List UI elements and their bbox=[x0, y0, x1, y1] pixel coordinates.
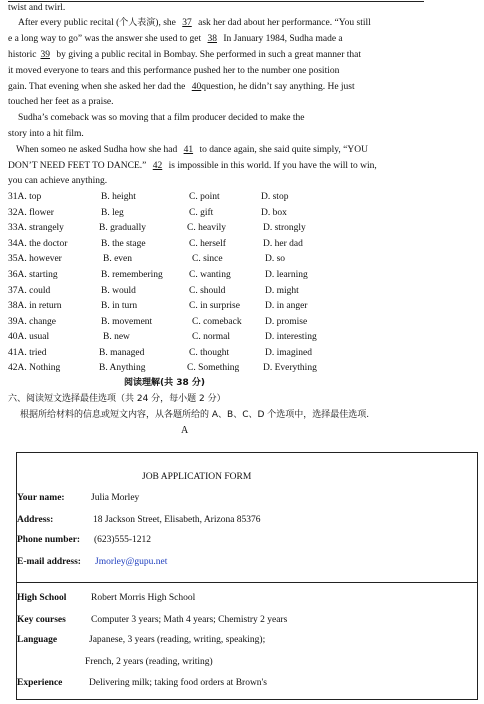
option-40a: 40A. usual bbox=[8, 332, 50, 342]
option-33b: B. gradually bbox=[99, 223, 146, 233]
school-value: Robert Morris High School bbox=[91, 593, 196, 603]
passage-line-3 bbox=[8, 49, 361, 61]
name-label: Your name: bbox=[17, 493, 65, 503]
form-title: JOB APPLICATION FORM bbox=[142, 472, 252, 482]
option-38a: 38A. in return bbox=[8, 301, 62, 311]
option-37a: 37A. could bbox=[8, 286, 51, 296]
experience-value: Delivering milk; taking food orders at Brown's bbox=[89, 678, 267, 688]
option-41c: C. thought bbox=[189, 348, 230, 358]
passage-text: is impossible in this world. If you have the will to win, bbox=[166, 161, 377, 171]
option-31b: B. height bbox=[101, 192, 136, 202]
option-38b: B. in turn bbox=[101, 301, 138, 311]
passage-text: twist and twirl. bbox=[8, 3, 66, 13]
option-36a: 36A. starting bbox=[8, 270, 58, 280]
option-42a: 42A. Nothing bbox=[8, 363, 61, 373]
passage-text: gain. That evening when she asked her dad the bbox=[8, 82, 188, 92]
option-33a: 33A. strangely bbox=[8, 223, 64, 233]
option-35c: C. since bbox=[192, 254, 223, 264]
option-38c: C. in surprise bbox=[189, 301, 240, 311]
option-41a: 41A. tried bbox=[8, 348, 47, 358]
passage-letter: A bbox=[181, 425, 189, 436]
passage-line-5 bbox=[8, 81, 355, 93]
option-33c: C. heavily bbox=[187, 223, 227, 233]
option-34a: 34A. the doctor bbox=[8, 239, 68, 249]
blank-40: 40 bbox=[191, 82, 202, 92]
option-36c: C. wanting bbox=[189, 270, 231, 280]
instruction-text: 根据所给材料的信息或短文内容，从各题所给的 A、B、C、D 个选项中，选择最佳选项. bbox=[20, 410, 370, 420]
passage-text: DON’T NEED FEET TO DANCE.” bbox=[8, 161, 149, 171]
passage-text: story into a hit film. bbox=[8, 129, 84, 139]
option-36d: D. learning bbox=[265, 270, 308, 280]
option-32d: D. box bbox=[261, 208, 287, 218]
phone-value: (623)555-1212 bbox=[94, 535, 151, 545]
form-divider bbox=[17, 582, 477, 583]
passage-text: you can achieve anything. bbox=[8, 176, 108, 186]
option-37b: B. would bbox=[101, 286, 136, 296]
passage-text: question, he didn’t say anything. He just bbox=[201, 82, 355, 92]
option-39a: 39A. change bbox=[8, 317, 57, 327]
option-34c: C. herself bbox=[189, 239, 226, 249]
blank-42: 42 bbox=[152, 161, 163, 171]
passage-line-10 bbox=[8, 160, 377, 172]
option-42b: B. Anything bbox=[99, 363, 146, 373]
top-rule bbox=[8, 1, 424, 2]
blank-37: 37 bbox=[182, 18, 192, 28]
option-32a: 32A. flower bbox=[8, 208, 54, 218]
option-35b: B. even bbox=[103, 254, 133, 264]
option-31c: C. point bbox=[189, 192, 220, 202]
language-label: Language bbox=[17, 635, 58, 645]
passage-line-9 bbox=[16, 144, 368, 156]
passage-text: by giving a public recital in Bombay. She performed in such a great manner that bbox=[54, 50, 361, 60]
option-37d: D. might bbox=[265, 286, 299, 296]
option-34b: B. the stage bbox=[101, 239, 146, 249]
option-39b: B. movement bbox=[101, 317, 153, 327]
phone-label: Phone number: bbox=[17, 535, 81, 545]
option-39c: C. comeback bbox=[192, 317, 242, 327]
option-40d: D. interesting bbox=[265, 332, 317, 342]
reading-title: 阅读理解(共 38 分) bbox=[124, 378, 206, 388]
option-33d: D. strongly bbox=[263, 223, 306, 233]
option-40c: C. normal bbox=[192, 332, 230, 342]
option-31a: 31A. top bbox=[8, 192, 42, 202]
option-32b: B. leg bbox=[101, 208, 124, 218]
passage-text: ), she bbox=[155, 18, 179, 28]
passage-text: e a long way to go” was the answer she used to get bbox=[8, 34, 204, 44]
option-39d: D. promise bbox=[265, 317, 308, 327]
passage-text: In January 1984, Sudha made a bbox=[221, 34, 343, 44]
passage-line-11 bbox=[8, 175, 107, 187]
option-41b: B. managed bbox=[99, 348, 145, 358]
name-value: Julia Morley bbox=[91, 493, 140, 503]
passage-line-8 bbox=[8, 128, 84, 140]
passage-line-7 bbox=[18, 112, 305, 124]
language-value-1: Japanese, 3 years (reading, writing, speaking); bbox=[89, 635, 266, 645]
option-40b: B. new bbox=[103, 332, 130, 342]
option-36b: B. remembering bbox=[101, 270, 163, 280]
option-31d: D. stop bbox=[261, 192, 289, 202]
option-35a: 35A. however bbox=[8, 254, 62, 264]
passage-text: touched her feet as a praise. bbox=[8, 97, 114, 107]
option-37c: C. should bbox=[189, 286, 226, 296]
part-six-heading: 六、阅读短文选择最佳选项（共 24 分，每小题 2 分） bbox=[8, 394, 226, 404]
passage-text: Sudha’s comeback was so moving that a film producer decided to make the bbox=[18, 113, 305, 123]
option-32c: C. gift bbox=[189, 208, 214, 218]
passage-line-0 bbox=[8, 2, 65, 14]
passage-text: to dance again, she said quite simply, “YOU bbox=[197, 145, 368, 155]
language-value-2: French, 2 years (reading, writing) bbox=[85, 657, 213, 667]
option-35d: D. so bbox=[265, 254, 286, 264]
blank-41: 41 bbox=[183, 145, 194, 155]
option-42d: D. Everything bbox=[263, 363, 317, 373]
passage-text: After every public recital ( bbox=[18, 18, 120, 28]
passage-line-4 bbox=[8, 65, 339, 77]
passage-text: ask her dad about her performance. “You still bbox=[195, 18, 371, 28]
courses-value: Computer 3 years; Math 4 years; Chemistry 2 years bbox=[91, 615, 288, 625]
passage-line-2 bbox=[8, 33, 343, 45]
address-label: Address: bbox=[17, 515, 54, 525]
email-value[interactable]: Jmorley@gupu.net bbox=[95, 557, 168, 567]
experience-label: Experience bbox=[17, 678, 63, 688]
passage-text: When someo ne asked Sudha how she had bbox=[16, 145, 180, 155]
blank-38: 38 bbox=[207, 34, 217, 44]
email-label: E-mail address: bbox=[17, 557, 81, 567]
passage-text: historic bbox=[8, 50, 37, 60]
option-42c: C. Something bbox=[187, 363, 240, 373]
option-38d: D. in anger bbox=[265, 301, 308, 311]
passage-line-1 bbox=[18, 17, 371, 29]
address-value: 18 Jackson Street, Elisabeth, Arizona 85376 bbox=[93, 515, 261, 525]
passage-line-6 bbox=[8, 96, 114, 108]
passage-text: it moved everyone to tears and this performance pushed her to the number one position bbox=[8, 66, 340, 76]
chinese-gloss: 个人表演 bbox=[119, 18, 156, 28]
courses-label: Key courses bbox=[17, 615, 66, 625]
blank-39: 39 bbox=[40, 50, 50, 60]
option-41d: D. imagined bbox=[265, 348, 312, 358]
job-application-form bbox=[16, 452, 478, 700]
option-34d: D. her dad bbox=[263, 239, 303, 249]
school-label: High School bbox=[17, 593, 67, 603]
